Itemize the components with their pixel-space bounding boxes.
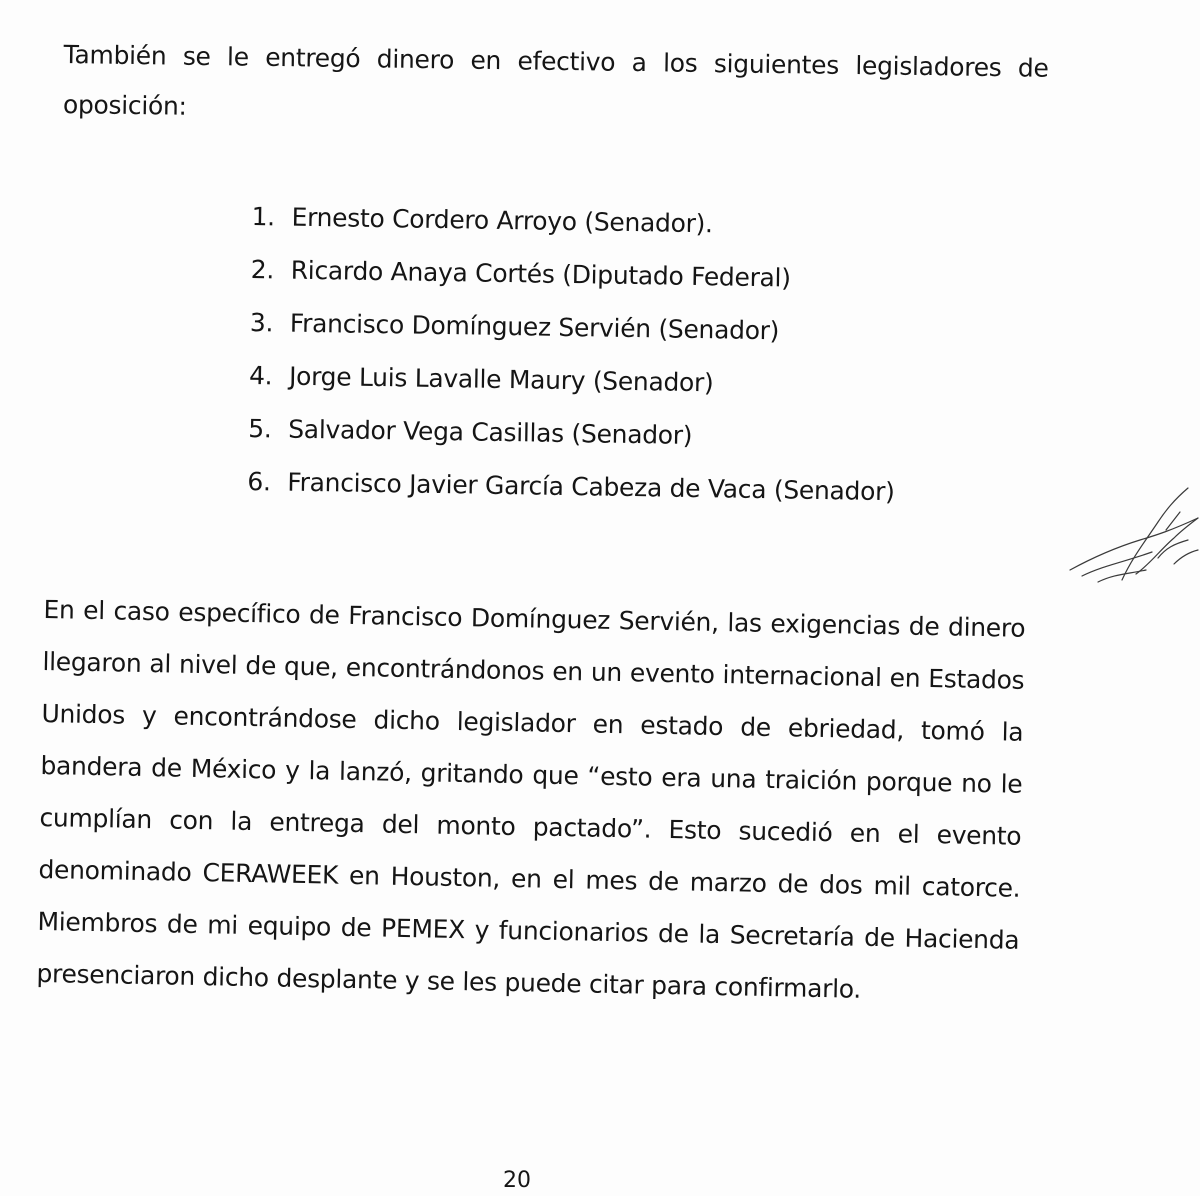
- legislators-list: [247, 190, 1012, 520]
- list-item-text: Jorge Luis Lavalle Maury (Senador): [288, 361, 714, 398]
- list-item-number: 5.: [248, 413, 272, 444]
- list-item-text: Francisco Javier García Cabeza de Vaca (Senador): [287, 467, 895, 507]
- list-item-text: Francisco Domínguez Servién (Senador): [289, 308, 780, 346]
- list-item-number: 1.: [251, 201, 276, 232]
- intro-paragraph: También se le entregó dinero en efectivo a los siguientes legisladores de oposición:: [62, 39, 1049, 121]
- list-item-number: 6.: [247, 466, 271, 497]
- list-item-number: 4.: [248, 360, 273, 391]
- list-item-text: Ricardo Anaya Cortés (Diputado Federal): [290, 255, 791, 293]
- page-number: 20: [503, 1168, 531, 1193]
- list-item: [247, 455, 1008, 520]
- list-item-number: 3.: [249, 307, 274, 338]
- list-item-text: Salvador Vega Casillas (Senador): [288, 414, 693, 450]
- body-paragraph: En el caso específico de Francisco Domínguez Servién, las exigencias de dinero llegaron al nivel de que, encontrándonos en un evento internacional en Estados Unidos y encontrándose dicho legislador en estado de ebriedad, tomó la bandera de México y la lanzó, gritando que “esto era una traición porque no le cumplían con la entrega del monto pactado”. Esto sucedió en el evento denominado CERAWEEK en Houston, en el mes de marzo de dos mil catorce. Miembros de mi equipo de PEMEX y funcionarios de la Secretaría de Hacienda presenciaron dicho desplante y se les puede citar para confirmarlo.: [36, 594, 1026, 1004]
- signature-scribble: [1062, 478, 1200, 598]
- list-item-number: 2.: [250, 254, 275, 285]
- list-item-text: Ernesto Cordero Arroyo (Senador).: [291, 202, 713, 239]
